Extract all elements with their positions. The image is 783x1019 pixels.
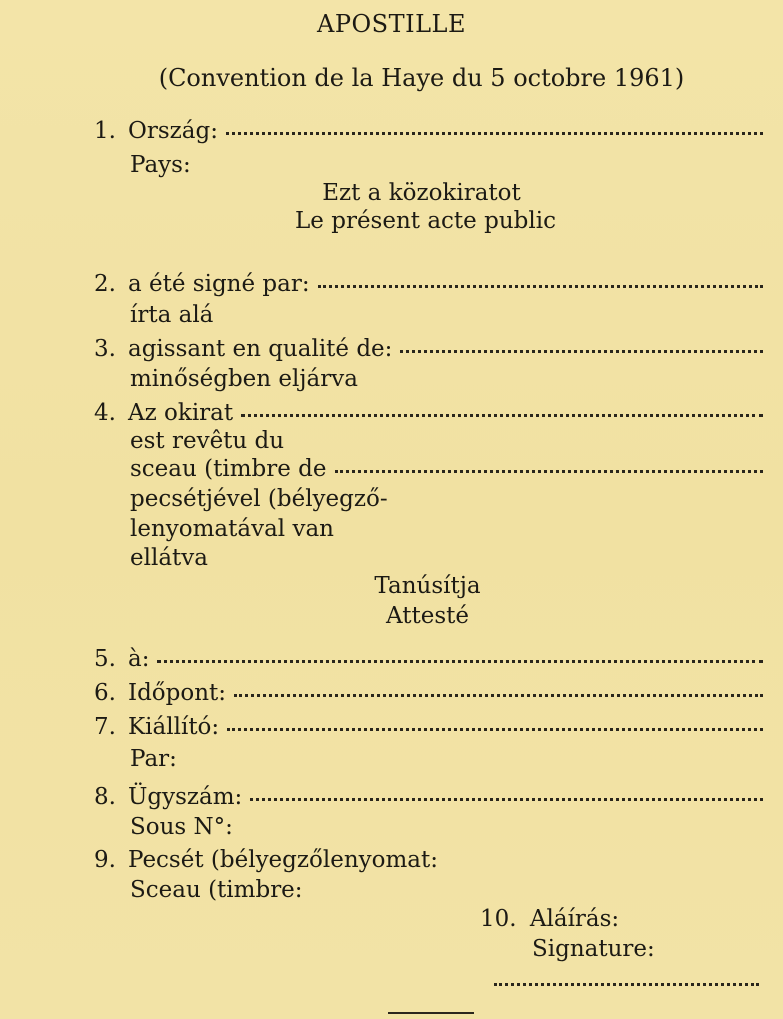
fill-line <box>157 656 763 663</box>
fill-line <box>226 128 763 135</box>
field-sublabel: minőségben eljárva <box>130 366 358 392</box>
field-signed-by <box>78 271 763 297</box>
field-sublabel: pecsétjével (bélyegző- <box>130 486 388 512</box>
field-sublabel: est revêtu du <box>130 428 285 454</box>
bottom-rule <box>388 1012 474 1014</box>
field-date <box>78 680 763 706</box>
field-sublabel: írta alá <box>130 302 214 328</box>
field-capacity <box>78 336 763 362</box>
field-number: 10. <box>480 906 517 932</box>
field-at <box>78 646 763 672</box>
fill-line <box>250 794 763 801</box>
field-label: Pecsét (bélyegzőlenyomat: <box>128 847 438 873</box>
field-stamp <box>78 847 763 873</box>
field-label: agissant en qualité de: <box>128 336 393 362</box>
field-label: a été signé par: <box>128 271 310 297</box>
field-number: 3. <box>94 336 116 362</box>
field-number: 4. <box>94 400 116 426</box>
fill-line <box>335 466 764 473</box>
fill-line <box>234 690 763 697</box>
field-case-number <box>78 784 763 810</box>
fill-line <box>400 346 763 353</box>
field-number: 6. <box>94 680 116 706</box>
field-label: à: <box>128 646 150 672</box>
field-label: Ügyszám: <box>128 784 243 810</box>
field-sublabel: Sous N°: <box>130 814 233 840</box>
field-seal <box>78 400 763 426</box>
field-sublabel: Signature: <box>532 936 655 962</box>
field-country <box>78 118 763 144</box>
field-number: 5. <box>94 646 116 672</box>
field-sublabel: Sceau (timbre: <box>130 877 303 903</box>
public-act-fr: Le présent acte public <box>295 208 556 234</box>
fill-line <box>318 281 763 288</box>
field-seal-stamp <box>130 456 763 482</box>
field-sublabel: lenyomatával van <box>130 516 334 542</box>
field-label: Aláírás: <box>529 906 620 932</box>
field-sublabel: Par: <box>130 746 177 772</box>
field-number: 2. <box>94 271 116 297</box>
document-subtitle: (Convention de la Haye du 5 octobre 1961) <box>158 64 685 92</box>
field-sublabel: sceau (timbre de <box>130 456 327 482</box>
attest-fr: Attesté <box>386 603 469 629</box>
field-label: Az okirat <box>128 400 234 426</box>
field-sublabel: ellátva <box>130 545 208 571</box>
field-number: 1. <box>94 118 116 144</box>
field-issuer <box>78 714 763 740</box>
field-sublabel: Pays: <box>130 152 191 178</box>
field-label: Kiállító: <box>128 714 220 740</box>
field-label: Ország: <box>128 118 218 144</box>
fill-line <box>227 724 763 731</box>
document-title: APOSTILLE <box>317 10 466 38</box>
field-number: 7. <box>94 714 116 740</box>
field-number: 9. <box>94 847 116 873</box>
fill-line <box>241 410 763 417</box>
field-number: 8. <box>94 784 116 810</box>
signature-line <box>494 979 759 986</box>
public-act-hu: Ezt a közokiratot <box>322 180 521 206</box>
field-label: Időpont: <box>128 680 227 706</box>
field-signature <box>480 906 619 932</box>
attest-hu: Tanúsítja <box>374 573 481 599</box>
